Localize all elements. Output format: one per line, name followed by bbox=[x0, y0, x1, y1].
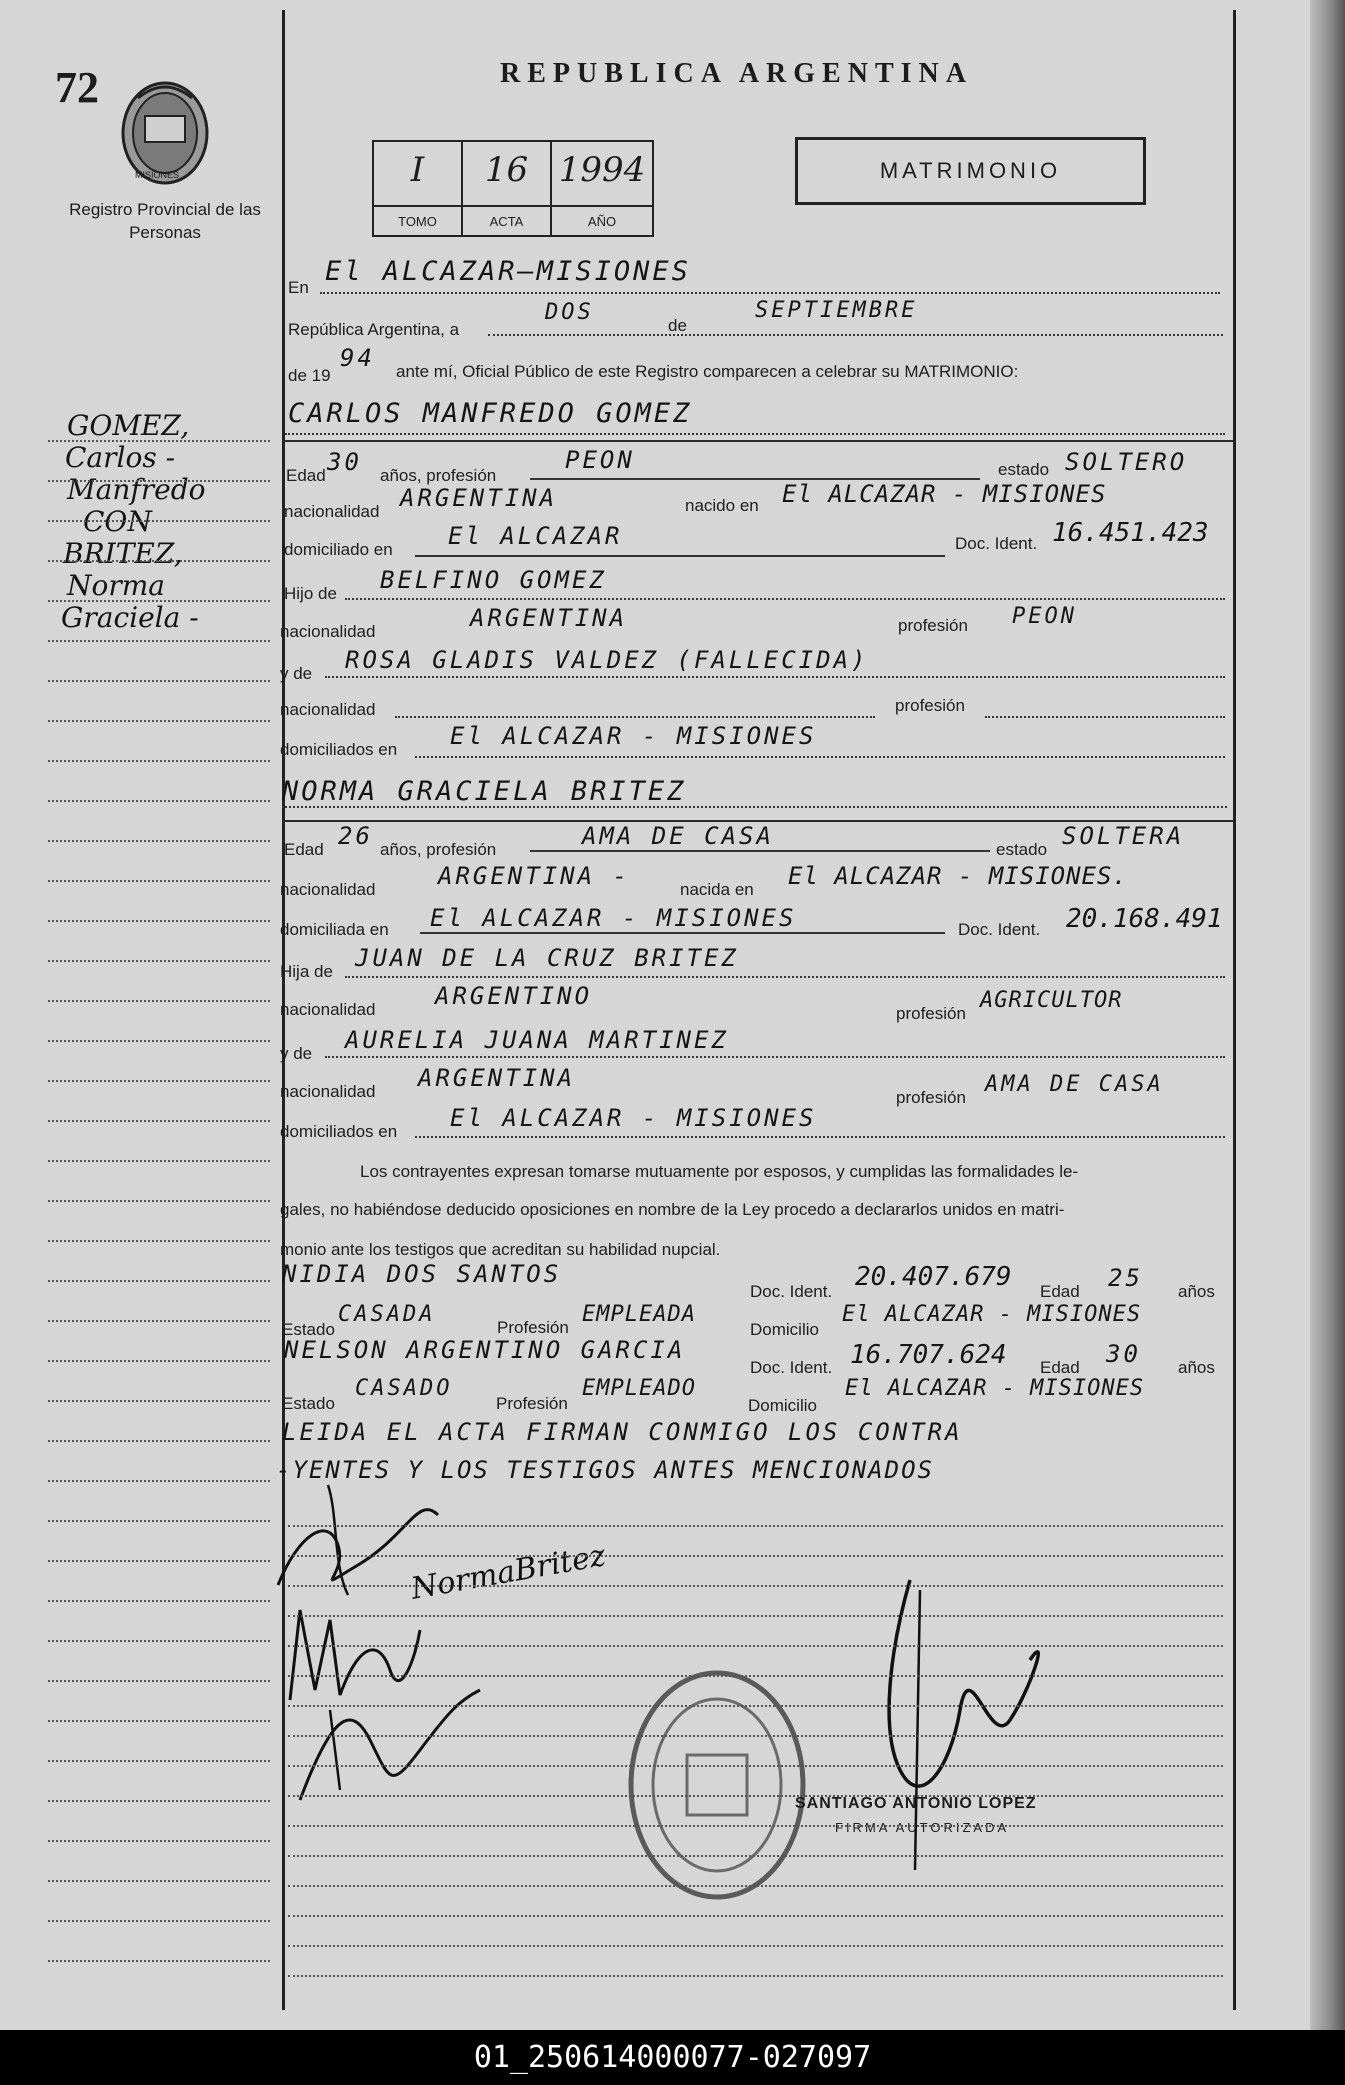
margin-rule bbox=[48, 480, 270, 482]
witness-2-doc: 16.707.624 bbox=[850, 1340, 1007, 1370]
bride-father-nac-label: nacionalidad bbox=[280, 1000, 376, 1019]
groom-nacionalidad: ARGENTINA bbox=[400, 484, 558, 512]
margin-rule bbox=[48, 1320, 270, 1322]
bride-dom-label: domiciliada en bbox=[280, 920, 389, 939]
month-value: SEPTIEMBRE bbox=[755, 298, 918, 323]
ano-value: 1994 bbox=[558, 150, 646, 190]
groom-anos-label: años, profesión bbox=[380, 466, 497, 485]
witness-1-name: NIDIA DOS SANTOS bbox=[282, 1260, 562, 1288]
signature-rule bbox=[288, 1795, 1223, 1797]
signature-rule bbox=[288, 1765, 1223, 1767]
witness-2-domicilio: El ALCAZAR - MISIONES bbox=[845, 1376, 1145, 1401]
witness-2-anos-label: años bbox=[1178, 1358, 1215, 1377]
margin-rule bbox=[48, 1920, 270, 1922]
margin-rule bbox=[48, 960, 270, 962]
groom-nacido-label: nacido en bbox=[685, 496, 759, 515]
bride-hija-label: Hija de bbox=[280, 962, 333, 981]
margin-rule bbox=[48, 1800, 270, 1802]
groom-father-nac-label: nacionalidad bbox=[280, 622, 376, 641]
groom-parents-dom: El ALCAZAR - MISIONES bbox=[450, 722, 817, 750]
signer-name: SANTIAGO ANTONIO LOPEZ bbox=[795, 1795, 1037, 1812]
margin-rule bbox=[48, 1120, 270, 1122]
tomo-cell bbox=[374, 142, 463, 235]
signature-rule bbox=[288, 1975, 1223, 1977]
bride-nac-label: nacionalidad bbox=[280, 880, 376, 899]
bride-father-prof-label: profesión bbox=[896, 1004, 966, 1023]
signature-rule bbox=[288, 1945, 1223, 1947]
groom-hijo-label: Hijo de bbox=[284, 584, 337, 603]
witness-1-domicilio: El ALCAZAR - MISIONES bbox=[842, 1302, 1142, 1327]
bride-mother-prof-label: profesión bbox=[896, 1088, 966, 1107]
ano-cell bbox=[552, 142, 652, 235]
groom-mother-prof-label: profesión bbox=[895, 696, 965, 715]
tomo-value: I bbox=[410, 150, 425, 190]
bride-father: JUAN DE LA CRUZ BRITEZ bbox=[355, 944, 739, 972]
margin-rule bbox=[48, 1080, 270, 1082]
margin-rule bbox=[48, 440, 270, 442]
margin-rule bbox=[48, 920, 270, 922]
margin-line: CON bbox=[83, 505, 152, 538]
official-signature bbox=[860, 1570, 1060, 1890]
witness-2-dom-label: Domicilio bbox=[748, 1396, 817, 1415]
witness-2-name: NELSON ARGENTINO GARCIA bbox=[284, 1336, 686, 1364]
margin-line: Carlos - bbox=[65, 441, 176, 474]
margin-rule bbox=[48, 1400, 270, 1402]
bride-nacionalidad: ARGENTINA - bbox=[438, 862, 630, 890]
margin-rule bbox=[48, 1880, 270, 1882]
bride-mother-prof: AMA DE CASA bbox=[985, 1072, 1164, 1097]
declaration-line-3: monio ante los testigos que acreditan su habilidad nupcial. bbox=[280, 1240, 721, 1259]
margin-rule bbox=[48, 1040, 270, 1042]
groom-father: BELFINO GOMEZ bbox=[380, 566, 607, 594]
emblem-seal-text: MISIONES bbox=[135, 170, 180, 180]
declaration-line-1: Los contrayentes expresan tomarse mutuamente por esposos, y cumplidas las formalidades le- bbox=[360, 1162, 1079, 1181]
witness-2-prof-label: Profesión bbox=[496, 1394, 568, 1413]
margin-rule bbox=[48, 1160, 270, 1162]
country-title: REPUBLICA ARGENTINA bbox=[500, 58, 973, 89]
margin-rule bbox=[48, 880, 270, 882]
bride-domicilio: El ALCAZAR - MISIONES bbox=[430, 904, 797, 932]
registry-index-table bbox=[372, 140, 654, 237]
bride-mother-nac-label: nacionalidad bbox=[280, 1082, 376, 1101]
bride-estado: SOLTERA bbox=[1062, 822, 1185, 850]
closing-line-1: LEIDA EL ACTA FIRMAN CONMIGO LOS CONTRA bbox=[282, 1418, 963, 1446]
witness-1-dom-label: Domicilio bbox=[750, 1320, 819, 1339]
groom-edad-label: Edad bbox=[286, 466, 326, 485]
witness-signature-2 bbox=[290, 1680, 490, 1810]
margin-rule bbox=[48, 840, 270, 842]
signature-rule bbox=[288, 1825, 1223, 1827]
bride-father-nac: ARGENTINO bbox=[435, 982, 593, 1010]
margin-rule bbox=[48, 1960, 270, 1962]
bride-mother-nac: ARGENTINA bbox=[418, 1064, 576, 1092]
ano-label: AÑO bbox=[587, 214, 617, 229]
groom-father-prof-label: profesión bbox=[898, 616, 968, 635]
bride-parents-dom: El ALCAZAR - MISIONES bbox=[450, 1104, 817, 1132]
intro-text: ante mí, Oficial Público de este Registro comparecen a celebrar su MATRIMONIO: bbox=[396, 362, 1019, 381]
margin-rule bbox=[48, 720, 270, 722]
bride-parents-dom-label: domiciliados en bbox=[280, 1122, 398, 1141]
groom-doc-label: Doc. Ident. bbox=[955, 534, 1038, 553]
groom-father-nac: ARGENTINA bbox=[470, 604, 628, 632]
margin-rule bbox=[48, 1000, 270, 1002]
groom-parents-dom-label: domiciliados en bbox=[280, 740, 398, 759]
margin-rule bbox=[48, 1520, 270, 1522]
right-margin-rule bbox=[1233, 10, 1236, 2010]
witness-1-edad: 25 bbox=[1108, 1264, 1143, 1292]
groom-father-prof: PEON bbox=[1012, 604, 1077, 629]
margin-rule bbox=[48, 1760, 270, 1762]
witness-1-prof-label: Profesión bbox=[497, 1318, 569, 1337]
signature-rule bbox=[288, 1585, 1223, 1587]
bride-yde-label: y de bbox=[280, 1044, 313, 1063]
groom-mother: ROSA GLADIS VALDEZ (FALLECIDA) bbox=[345, 646, 869, 674]
witness-1-edad-label: Edad bbox=[1040, 1282, 1080, 1301]
acta-value: 16 bbox=[484, 150, 529, 190]
bride-name: NORMA GRACIELA BRITEZ bbox=[282, 776, 687, 807]
margin-rule bbox=[48, 1240, 270, 1242]
margin-rule bbox=[48, 1680, 270, 1682]
witness-2-edad-label: Edad bbox=[1040, 1358, 1080, 1377]
bride-mother: AURELIA JUANA MARTINEZ bbox=[345, 1026, 729, 1054]
groom-edad: 30 bbox=[327, 448, 362, 476]
margin-rule bbox=[48, 1560, 270, 1562]
margin-rule bbox=[48, 1600, 270, 1602]
bride-nacida: El ALCAZAR - MISIONES. bbox=[788, 862, 1128, 890]
acta-cell bbox=[463, 142, 552, 235]
closing-line-2: -YENTES Y LOS TESTIGOS ANTES MENCIONADOS bbox=[276, 1456, 934, 1484]
signature-rule bbox=[288, 1885, 1223, 1887]
witness-1-estado-label: Estado bbox=[282, 1320, 335, 1339]
groom-dom-label: domiciliado en bbox=[284, 540, 393, 559]
witness-1-anos-label: años bbox=[1178, 1282, 1215, 1301]
bride-profesion: AMA DE CASA bbox=[582, 822, 774, 850]
margin-rule bbox=[48, 520, 270, 522]
margin-rule bbox=[48, 1640, 270, 1642]
groom-profesion: PEON bbox=[565, 446, 635, 474]
signature-rule bbox=[288, 1555, 1223, 1557]
bride-doc: 20.168.491 bbox=[1066, 904, 1223, 934]
signature-rule bbox=[288, 1645, 1223, 1647]
witness-2-edad: 30 bbox=[1106, 1340, 1141, 1368]
margin-rule bbox=[48, 600, 270, 602]
margin-rule bbox=[48, 1280, 270, 1282]
groom-name: CARLOS MANFREDO GOMEZ bbox=[288, 398, 693, 429]
margin-rule bbox=[48, 560, 270, 562]
signature-rule bbox=[288, 1735, 1223, 1737]
margin-line: GOMEZ, bbox=[67, 409, 190, 442]
margin-rule bbox=[48, 760, 270, 762]
witness-1-doc: 20.407.679 bbox=[855, 1262, 1012, 1292]
groom-doc: 16.451.423 bbox=[1052, 518, 1209, 548]
margin-rule bbox=[48, 680, 270, 682]
witness-2-doc-label: Doc. Ident. bbox=[750, 1358, 833, 1377]
bride-father-prof: AGRICULTOR bbox=[980, 988, 1123, 1013]
witness-1-estado: CASADA bbox=[338, 1302, 436, 1327]
bride-doc-label: Doc. Ident. bbox=[958, 920, 1041, 939]
bride-edad: 26 bbox=[338, 822, 373, 850]
groom-estado: SOLTERO bbox=[1065, 448, 1188, 476]
signature-rule bbox=[288, 1615, 1223, 1617]
groom-nacido: El ALCAZAR - MISIONES bbox=[782, 480, 1107, 508]
groom-yde-label: y de bbox=[280, 664, 313, 683]
groom-mother-nac-label: nacionalidad bbox=[280, 700, 376, 719]
signature-rule bbox=[288, 1855, 1223, 1857]
book-edge bbox=[1310, 0, 1345, 2030]
margin-line: Manfredo bbox=[67, 473, 206, 506]
year-prefix: de 19 bbox=[288, 366, 331, 385]
signer-title: FIRMA AUTORIZADA bbox=[835, 1820, 1010, 1835]
margin-line: BRITEZ, bbox=[63, 537, 183, 570]
de-label: de bbox=[668, 316, 687, 335]
record-type-box: MATRIMONIO bbox=[795, 137, 1146, 205]
bride-nacida-label: nacida en bbox=[680, 880, 754, 899]
acta-label: ACTA bbox=[489, 214, 524, 229]
page-number: 72 bbox=[55, 63, 99, 112]
witness-2-profesion: EMPLEADO bbox=[582, 1376, 696, 1401]
official-seal-stamp bbox=[625, 1665, 810, 1905]
bride-estado-label: estado bbox=[996, 840, 1048, 859]
margin-rule bbox=[48, 1360, 270, 1362]
declaration-line-2: gales, no habiéndose deducido oposiciones en nombre de la Ley procedo a declararlos unidos en matri- bbox=[280, 1200, 1065, 1219]
witness-2-estado-label: Estado bbox=[282, 1394, 335, 1413]
margin-rule bbox=[48, 800, 270, 802]
republica-label: República Argentina, a bbox=[288, 320, 460, 339]
signature-rule bbox=[288, 1675, 1223, 1677]
image-caption: 01_250614000077-027097 bbox=[0, 2030, 1345, 2085]
groom-estado-label: estado bbox=[998, 460, 1050, 479]
margin-rule bbox=[48, 640, 270, 642]
margin-rule bbox=[48, 1480, 270, 1482]
tomo-label: TOMO bbox=[398, 214, 437, 229]
place-value: El ALCAZAR—MISIONES bbox=[325, 256, 691, 287]
registry-name: Registro Provincial de las Personas bbox=[69, 200, 261, 242]
en-label: En bbox=[288, 278, 309, 297]
groom-nac-label: nacionalidad bbox=[284, 502, 380, 521]
year-suffix: 94 bbox=[340, 344, 375, 372]
contrayente-signature-2: NormaBritez bbox=[408, 1538, 609, 1607]
margin-line: Graciela - bbox=[61, 601, 199, 634]
margin-line: Norma bbox=[67, 569, 165, 602]
margin-rule bbox=[48, 1440, 270, 1442]
signature-rule bbox=[288, 1525, 1223, 1527]
margin-rule bbox=[48, 1200, 270, 1202]
bride-anos-label: años, profesión bbox=[380, 840, 497, 859]
witness-2-estado: CASADO bbox=[355, 1376, 453, 1401]
bride-edad-label: Edad bbox=[284, 840, 324, 859]
witness-1-doc-label: Doc. Ident. bbox=[750, 1282, 833, 1301]
witness-1-profesion: EMPLEADA bbox=[582, 1302, 696, 1327]
margin-rule bbox=[48, 1720, 270, 1722]
margin-rule bbox=[48, 1840, 270, 1842]
signature-rule bbox=[288, 1915, 1223, 1917]
day-value: DOS bbox=[545, 300, 594, 325]
signature-rule bbox=[288, 1705, 1223, 1707]
groom-domicilio: El ALCAZAR bbox=[448, 522, 623, 550]
